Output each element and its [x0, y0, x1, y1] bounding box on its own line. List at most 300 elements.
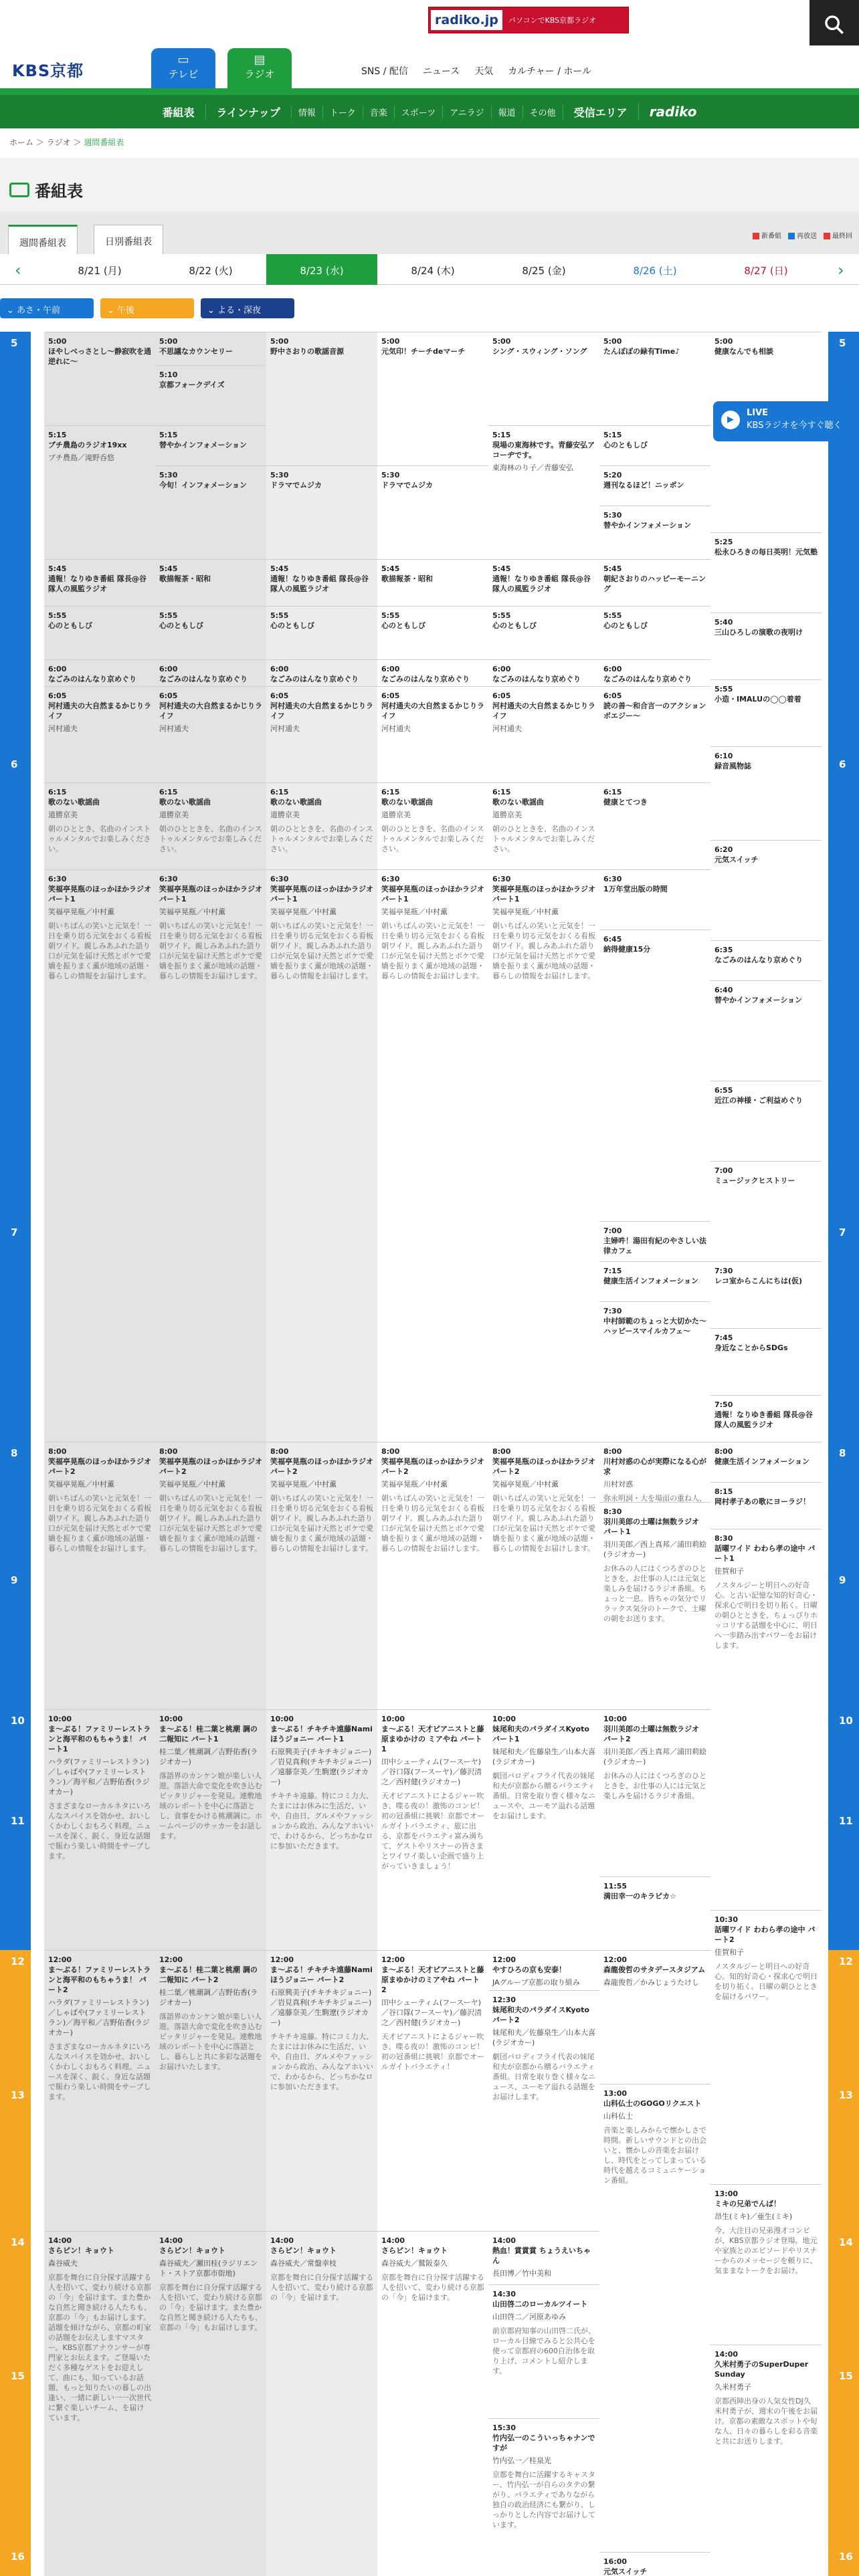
- hour-label: 8: [828, 1442, 859, 1569]
- program-cell[interactable]: [599, 782, 710, 869]
- program-title: なごみのはんなり京めぐり: [492, 675, 581, 683]
- date-tab[interactable]: 8/25 (金): [522, 265, 566, 277]
- subnav-item[interactable]: ラインナップ: [205, 104, 291, 120]
- program-cell[interactable]: [377, 782, 488, 869]
- program-time: 7:50: [714, 1400, 733, 1409]
- program-cast: 森谷威夫／鷲阪泰久: [381, 2259, 448, 2268]
- program-cast: ハラダ(ファミリーレストラン)／しゃばや(ファミリーレストラン)／海平和／吉野佑香(ラジオカー): [48, 1998, 150, 2037]
- program-cast: 森谷威夫／瀬田桂(ラジリエント・ストア京都市街地): [159, 2259, 258, 2278]
- program-cell[interactable]: [155, 465, 266, 559]
- program-title: 不思議なカウンセリー: [159, 347, 233, 356]
- program-cast: 笑福亭晃瓶／中村薫: [48, 907, 114, 916]
- program-cell[interactable]: [44, 606, 155, 659]
- program-cell[interactable]: [155, 1709, 266, 1950]
- program-cell[interactable]: [155, 606, 266, 659]
- radiko-banner-text: パソコンでKBS京都ラジオ: [508, 16, 597, 25]
- program-title: 笑福亭晃瓶のほっかほかラジオ パート2: [492, 1457, 595, 1476]
- program-title: 熱血！賞賞賞 ちょうえいちゃん: [492, 2246, 591, 2265]
- program-title: シング・スウィング・ソング: [492, 347, 587, 356]
- program-time: 6:15: [492, 788, 511, 796]
- search-button[interactable]: [809, 0, 859, 49]
- subnav-item[interactable]: その他: [522, 106, 563, 118]
- program-cell[interactable]: [599, 606, 710, 659]
- program-cast: 笑福亭晃瓶／中村薫: [381, 907, 448, 916]
- program-time: 8:00: [714, 1447, 733, 1456]
- program-title: 録音風物誌: [714, 762, 751, 770]
- breadcrumb: [0, 136, 124, 148]
- program-time: 5:00: [603, 337, 622, 346]
- subnav-item[interactable]: スポーツ: [394, 106, 442, 118]
- program-time: 8:00: [381, 1447, 400, 1456]
- program-cell[interactable]: [377, 559, 488, 606]
- hour-label: 8: [0, 1442, 31, 1569]
- program-title: 岡村孝子あの歌にヨーラジ！: [714, 1497, 810, 1506]
- program-cast: 石原興美子(チキチキジョニー)／岩見真利(チキチキジョニー)／遠藤奈美／生駒遼(ラジオカー): [270, 1747, 372, 1786]
- day-column: [44, 332, 155, 2576]
- program-cell[interactable]: [710, 1910, 822, 2184]
- program-time: 6:10: [714, 752, 733, 760]
- program-title: 野中さおりの歌謡音源: [270, 347, 344, 356]
- program-cell[interactable]: [599, 1876, 710, 1950]
- program-description: 劇団パロディフライ代表の妹尾和夫が京都から贈るバラエティ番組。日常を取り巻く様々なニュースや、ユーモア溢れる話題をお届けします。: [492, 1772, 595, 1820]
- program-time: 10:00: [159, 1715, 183, 1723]
- program-description: ノスタルジーと明日への好奇心。と古い記憶な知的好奇心・探求心で明日を切り拓く。日曜の朝ひとときを、ちょっぴりホッコリする話題を中心に、明日へ一歩踏み出すパワーをお届けします。: [714, 1581, 818, 1650]
- program-cell[interactable]: [488, 782, 599, 869]
- program-cell[interactable]: [44, 869, 155, 1442]
- program-title: 笑福亭晃瓶のほっかほかラジオ パート1: [159, 885, 262, 903]
- program-cell[interactable]: [266, 659, 377, 686]
- program-cell[interactable]: [266, 1709, 377, 1950]
- program-title: 河村通夫の大自然まるかじりライフ: [48, 702, 151, 720]
- program-cell[interactable]: [710, 1529, 822, 1910]
- program-cell[interactable]: [44, 686, 155, 782]
- legend-item: [788, 230, 817, 240]
- program-title: ま〜ぶる！チキチキ遠藤Namiほうジョニー パート2: [270, 1965, 373, 1984]
- program-description: 京都西陣出身の人気女性DJ久米村勇子が、週末の午後をお届け。京都の素敵なスポットや旬な人、日々の暮らしを彩る音楽と共にお送りします。: [714, 2397, 818, 2446]
- program-time: 5:00: [48, 337, 67, 346]
- program-description: 落語界のカンケン娘が楽しい人遊。落語大命で変化を吹き込むピッタリジャーを発見。連敷地域のレポートを中心に落語とし、暮らしと共に多彩な話題をお届けいたします。: [159, 2012, 262, 2071]
- radiko-banner[interactable]: [428, 7, 629, 33]
- program-cell[interactable]: [488, 332, 599, 425]
- radio-icon: [9, 183, 29, 197]
- program-cell[interactable]: [599, 1442, 710, 1502]
- program-cell[interactable]: [44, 1442, 155, 1709]
- program-time: 7:00: [603, 1226, 622, 1235]
- program-cell[interactable]: [710, 1328, 822, 1395]
- program-time: 5:00: [492, 337, 511, 346]
- program-cell[interactable]: [710, 1442, 822, 1482]
- program-time: 5:30: [381, 471, 400, 479]
- subnav-item[interactable]: 番組表: [162, 106, 195, 119]
- program-cell[interactable]: [710, 1261, 822, 1328]
- program-time: 14:30: [492, 2290, 516, 2298]
- program-title: 笑福亭晃瓶のほっかほかラジオ パート2: [381, 1457, 484, 1476]
- hour-label: 16: [0, 2545, 31, 2576]
- program-cell[interactable]: [488, 1990, 599, 2231]
- program-cast: 笑福亭晃瓶／中村薫: [159, 1480, 225, 1489]
- live-text: KBSラジオを今すぐ聴く: [747, 421, 842, 431]
- program-title: ま〜ぶる！チキチキ遠藤Namiほうジョニー パート1: [270, 1725, 373, 1743]
- program-title: 森龍俊哲のサタデースタジアム: [603, 1965, 706, 1974]
- program-description: 朝のひとときを、名曲のインストゥルメンタルでお楽しみください。: [159, 825, 262, 853]
- program-title: 河村通夫の大自然まるかじりライフ: [270, 702, 373, 720]
- program-time: 16:00: [603, 2557, 628, 2566]
- program-title: 話曜ワイド わわら孝の途中 パート2: [714, 1925, 816, 1944]
- program-cast: 道勝京美: [270, 811, 300, 819]
- program-cell[interactable]: [599, 332, 710, 425]
- program-cast: 羽川美郎／西上真邦／浦田莉絵(ラジオカー): [603, 1540, 706, 1559]
- live-listen-button[interactable]: [713, 401, 859, 441]
- period-afternoon-button[interactable]: [100, 298, 194, 318]
- program-cell[interactable]: [155, 659, 266, 686]
- hour-label: 10: [828, 1709, 859, 1810]
- program-cell[interactable]: [599, 1261, 710, 1301]
- program-title: なごみのはんなり京めぐり: [48, 675, 136, 683]
- program-cell[interactable]: [488, 425, 599, 559]
- program-cell[interactable]: [266, 2231, 377, 2576]
- day-column: [599, 332, 710, 2576]
- program-description: 弥永明詞・大を場面の重ね人、: [603, 1494, 706, 1502]
- program-title: 通報！なりゆき番組 隊長@谷隊人の風監ラジオ: [270, 574, 369, 593]
- program-time: 5:15: [48, 431, 67, 439]
- program-title: 現場の東海林です。青藤安弘アコーヂです。: [492, 441, 595, 459]
- date-tab[interactable]: 8/22 (火): [189, 265, 233, 277]
- program-cell[interactable]: [599, 869, 710, 930]
- period-label: よる・深夜: [217, 306, 262, 316]
- program-cell[interactable]: [599, 425, 710, 465]
- program-title: 山田啓二のローカルツイート: [492, 2300, 588, 2309]
- program-time: 6:05: [48, 691, 67, 700]
- program-cell[interactable]: [599, 1221, 710, 1261]
- program-time: 6:30: [48, 875, 67, 883]
- program-cell[interactable]: [155, 559, 266, 606]
- program-title: ミキの兄弟でんば！: [714, 2199, 781, 2208]
- program-title: さらピン！キョウト: [48, 2246, 114, 2255]
- hour-label: 13: [828, 2084, 859, 2231]
- program-cell[interactable]: [488, 2231, 599, 2284]
- subnav-item[interactable]: 報道: [491, 106, 522, 118]
- program-cell[interactable]: [710, 940, 822, 980]
- program-title: 歌のない歌謡曲: [48, 798, 100, 807]
- program-title: 通報！なりゆき番組 隊長@谷隊人の風監ラジオ: [48, 574, 147, 593]
- program-cell[interactable]: [488, 606, 599, 659]
- program-title: 通報！なりゆき番組 隊長@谷隊人の風監ラジオ: [492, 574, 591, 593]
- program-title: ま〜ぶる！桂二葉と桃潮 調の二報知に パート1: [159, 1725, 258, 1743]
- program-description: チキチキ遠藤。特にコミ力大、たまにはお休みに生活だ、いや、自由日、グルメやファッションから政治、みんなアホいいで、わかるから、どっちかなロに参加いただきます。: [270, 2032, 373, 2091]
- program-cell[interactable]: [710, 1081, 822, 1161]
- program-cell[interactable]: [377, 2231, 488, 2576]
- program-cell[interactable]: [488, 2284, 599, 2418]
- tab-tv[interactable]: [151, 48, 215, 88]
- program-cell[interactable]: [155, 332, 266, 365]
- program-cell[interactable]: [488, 1950, 599, 1990]
- program-title: 竹内弘一のこういっちゃナンですが: [492, 2434, 595, 2452]
- program-cell[interactable]: [599, 559, 710, 606]
- subnav-item[interactable]: 情報: [291, 106, 322, 118]
- program-title: 替やかインフォメーション: [159, 441, 248, 449]
- program-cell[interactable]: [710, 1482, 822, 1529]
- program-time: 10:00: [492, 1715, 516, 1723]
- tab-row: [0, 211, 859, 254]
- breadcrumb-home[interactable]: ホーム: [9, 138, 34, 147]
- program-cell[interactable]: [710, 1395, 822, 1442]
- program-cell[interactable]: [488, 659, 599, 686]
- radio-subnav: [0, 95, 859, 128]
- program-cast: 東海林のり子／青藤安弘: [492, 463, 573, 472]
- program-cell[interactable]: [155, 1442, 266, 1709]
- period-night-button[interactable]: [201, 298, 294, 318]
- site-logo[interactable]: KBS京都: [12, 62, 84, 80]
- program-cell[interactable]: [710, 532, 822, 613]
- program-cell[interactable]: [488, 1442, 599, 1709]
- program-cell[interactable]: [377, 1709, 488, 1950]
- program-title: ほやしべっさとし〜静寂吹を通逆れに〜: [48, 347, 151, 366]
- program-cell[interactable]: [377, 1442, 488, 1709]
- program-cell[interactable]: [44, 559, 155, 606]
- program-cell[interactable]: [599, 659, 710, 686]
- program-cell[interactable]: [377, 465, 488, 559]
- program-title: 妹尾和夫のパラダイスKyoto パート1: [492, 1725, 589, 1743]
- program-cell[interactable]: [44, 659, 155, 686]
- program-time: 8:00: [48, 1447, 67, 1456]
- live-badge: LIVE: [747, 408, 769, 418]
- program-cast: 道勝京美: [48, 811, 78, 819]
- program-title: やすひろの京も安泰！: [492, 1965, 566, 1974]
- program-title: 話曜ワイド わわら孝の途中 パート1: [714, 1544, 816, 1563]
- top-nav-item[interactable]: 天気: [474, 66, 494, 77]
- program-cell[interactable]: [266, 686, 377, 782]
- program-title: 笑福亭晃瓶のほっかほかラジオ パート1: [381, 885, 484, 903]
- program-cell[interactable]: [599, 506, 710, 559]
- program-cell[interactable]: [710, 2184, 822, 2345]
- program-time: 5:55: [603, 611, 622, 620]
- subnav-item[interactable]: 受信エリア: [563, 104, 638, 120]
- hour-label: 9: [0, 1569, 31, 1709]
- new-icon: [753, 233, 759, 239]
- hour-label: 6: [828, 753, 859, 1221]
- program-time: 6:00: [381, 665, 400, 673]
- program-title: 川村対惑の心が実際になる心が求: [603, 1457, 706, 1476]
- program-cell[interactable]: [599, 1502, 710, 1709]
- program-title: ドラマでムジカ: [270, 481, 322, 490]
- subnav-item[interactable]: 音楽: [363, 106, 394, 118]
- top-nav-item[interactable]: SNS / 配信: [361, 66, 408, 77]
- program-time: 8:30: [603, 1507, 622, 1516]
- program-cell[interactable]: [266, 465, 377, 559]
- program-cell[interactable]: [44, 782, 155, 869]
- program-time: 6:30: [159, 875, 178, 883]
- program-cell[interactable]: [710, 1161, 822, 1261]
- program-cell[interactable]: [266, 1950, 377, 2231]
- program-cell[interactable]: [155, 869, 266, 1442]
- program-cell[interactable]: [377, 659, 488, 686]
- prev-week-chevron-icon[interactable]: ‹: [15, 261, 21, 280]
- program-cell[interactable]: [266, 1442, 377, 1709]
- program-cast: 道勝京美: [159, 811, 189, 819]
- period-row: [0, 298, 294, 318]
- hour-label: 13: [0, 2084, 31, 2231]
- program-cast: 妹尾和夫／佐藤泉生／山本大喜(ラジオカー): [492, 1747, 595, 1766]
- site-header: [0, 45, 859, 88]
- program-time: 6:30: [270, 875, 289, 883]
- program-cell[interactable]: [488, 869, 599, 1442]
- program-cell[interactable]: [710, 2345, 822, 2576]
- program-cell[interactable]: [599, 1301, 710, 1442]
- program-time: 5:45: [492, 564, 511, 573]
- program-time: 7:15: [603, 1267, 622, 1275]
- final-icon: [824, 233, 830, 239]
- program-cast: 竹内弘一／桂泉光: [492, 2456, 551, 2465]
- program-time: 5:30: [270, 471, 289, 479]
- date-tab[interactable]: 8/21 (月): [78, 265, 122, 277]
- program-cell[interactable]: [710, 613, 822, 679]
- program-title: 近江の神様・ご利益めぐり: [714, 1096, 803, 1105]
- legend-item: [824, 230, 852, 240]
- program-description: さまざまなローカルネタにいろんなスパイスを効かせ、おいしくかわしくおもろく料理。ニュースを深く、鋭く、身近な話題で賑わう楽しい時間をサーブします。: [48, 1802, 151, 1860]
- subnav-item[interactable]: トーク: [322, 106, 363, 118]
- top-nav-item[interactable]: カルチャー / ホール: [508, 66, 592, 77]
- program-time: 5:00: [270, 337, 289, 346]
- program-title: 三山ひろしの演歌の夜明け: [714, 628, 803, 637]
- tab-radio[interactable]: [227, 48, 292, 88]
- program-cell[interactable]: [488, 559, 599, 606]
- program-cell[interactable]: [266, 782, 377, 869]
- program-cell[interactable]: [599, 1950, 710, 2084]
- program-cast: 川村対惑: [603, 1480, 633, 1489]
- subnav-item[interactable]: アニラジ: [442, 106, 490, 118]
- program-time: 6:45: [603, 935, 622, 944]
- program-cell[interactable]: [599, 2084, 710, 2552]
- program-description: 今、大注目の兄弟漫才コンビが、KBS京都ラジオ登場。地元や家族とのエピソードやリスナーからのメッセージを頼りに、気ままなトークをお届け。: [714, 2226, 818, 2275]
- program-time: 12:00: [492, 1955, 516, 1964]
- program-cell[interactable]: [377, 1950, 488, 2231]
- program-cast: 河村通夫: [492, 724, 522, 733]
- program-cell[interactable]: [377, 869, 488, 1442]
- program-cell[interactable]: [155, 1950, 266, 2231]
- program-cast: 桂二葉／桃潮調／吉野佑香(ラジオカー): [159, 1747, 258, 1766]
- program-title: 河村通夫の大自然まるかじりライフ: [381, 702, 484, 720]
- program-cell[interactable]: [155, 686, 266, 782]
- subnav-radiko-link[interactable]: radiko: [638, 104, 708, 120]
- program-cell[interactable]: [710, 746, 822, 840]
- program-cast: ハラダ(ファミリーレストラン)／しゃばや(ファミリーレストラン)／海平和／吉野佑香(ラジオカー): [48, 1757, 150, 1796]
- day-column: [266, 332, 377, 2576]
- program-time: 6:00: [48, 665, 67, 673]
- breadcrumb-separator: ＞: [73, 138, 82, 147]
- program-time: 6:05: [381, 691, 400, 700]
- program-description: ノスタルジーと明日への好奇心。知的好奇心・探求心で明日を切り拓く。日曜の朝ひとときを届けるパワー。: [714, 1962, 818, 2001]
- program-cell[interactable]: [599, 2552, 710, 2576]
- program-cell[interactable]: [377, 686, 488, 782]
- program-cell[interactable]: [710, 980, 822, 1081]
- program-cell[interactable]: [155, 365, 266, 425]
- program-title: ブチ農島のラジオ19xx: [48, 441, 127, 449]
- program-time: 8:30: [714, 1534, 733, 1543]
- program-cell[interactable]: [155, 782, 266, 869]
- program-time: 13:00: [603, 2089, 628, 2098]
- breadcrumb-radio[interactable]: ラジオ: [46, 138, 71, 147]
- program-grid: [0, 332, 859, 2576]
- program-cell[interactable]: [44, 2231, 155, 2576]
- date-tab[interactable]: 8/27 (日): [744, 265, 788, 277]
- program-cell[interactable]: [155, 2231, 266, 2576]
- program-time: 5:55: [492, 611, 511, 620]
- program-title: 主婦吽！湯田有紀のやさしい法律カフェ: [603, 1237, 706, 1255]
- date-tab[interactable]: 8/24 (木): [411, 265, 455, 277]
- tv-icon: ▭: [177, 53, 189, 67]
- program-time: 6:00: [159, 665, 178, 673]
- program-description: 前京都府知事の山田啓二氏が、ローカル目線でみると公共心を使って京都府の600自治体を取り上げ、コメントし紹介します。: [492, 2327, 595, 2375]
- period-morning-button[interactable]: [0, 298, 94, 318]
- program-title: なごみのはんなり京めぐり: [714, 956, 803, 964]
- program-cast: 笑福亭晃瓶／中村薫: [492, 907, 559, 916]
- program-cell[interactable]: [44, 332, 155, 425]
- program-cell[interactable]: [44, 1950, 155, 2231]
- program-time: 5:45: [48, 564, 67, 573]
- program-cell[interactable]: [599, 930, 710, 1221]
- tab-daily[interactable]: 日別番組表: [94, 225, 163, 254]
- program-cell[interactable]: [266, 869, 377, 1442]
- top-nav-item[interactable]: ニュース: [422, 66, 460, 77]
- program-cell[interactable]: [599, 1709, 710, 1876]
- program-time: 5:20: [603, 471, 622, 479]
- breadcrumb-separator: ＞: [35, 138, 44, 147]
- program-cell[interactable]: [44, 425, 155, 559]
- program-cell[interactable]: [599, 686, 710, 782]
- program-time: 6:15: [603, 788, 622, 796]
- page-title-text: 番組表: [35, 182, 83, 201]
- program-time: 5:45: [381, 564, 400, 573]
- hour-label: 7: [0, 1221, 31, 1442]
- program-title: 歌のない歌謡曲: [159, 798, 211, 807]
- program-cell[interactable]: [266, 606, 377, 659]
- program-title: ま〜ぶる！ファミリーレストランと海平和のもちゃうま！ パート2: [48, 1965, 151, 1994]
- program-cell[interactable]: [488, 2418, 599, 2576]
- date-tab[interactable]: 8/26 (土): [633, 265, 677, 277]
- program-cell[interactable]: [710, 679, 822, 746]
- program-description: 京都を舞台に活躍するキャスター、竹内弘一が自らのタテの繋がり、パラエティでありながら独自の政治経済にも繋がり、しっかりとした内容でお届けしています。: [492, 2470, 595, 2529]
- program-title: ミュージックヒストリー: [714, 1176, 795, 1185]
- program-cell[interactable]: [488, 686, 599, 782]
- legend-label: 新番組: [761, 233, 781, 240]
- program-cell[interactable]: [266, 559, 377, 606]
- program-cell[interactable]: [377, 332, 488, 465]
- program-description: 朝いちばんの笑いと元気を！一日を乗り切る元気をおくる看板朝ワイド。親しみあふれた語り口が元気を届け天然とボケで愛嬌を振りまく薫が地域の話題・暮らしの情報をお届けします。: [381, 1494, 484, 1553]
- program-description: 朝いちばんの笑いと元気を！一日を乗り切る元気をおくる看板朝ワイド。親しみあふれた語り口が元気を届け天然とボケで愛嬌を振りまく薫が地域の話題・暮らしの情報をお届けします。: [159, 922, 262, 980]
- program-time: 7:30: [714, 1267, 733, 1275]
- program-cell[interactable]: [710, 840, 822, 940]
- next-week-chevron-icon[interactable]: ›: [838, 261, 844, 280]
- program-cast: 森龍俊哲／かみじょうたけし: [603, 1978, 699, 1987]
- program-time: 5:55: [159, 611, 178, 620]
- rerun-icon: [788, 233, 795, 239]
- program-cell[interactable]: [377, 606, 488, 659]
- program-title: なごみのはんなり京めぐり: [603, 675, 692, 683]
- program-time: 12:00: [270, 1955, 294, 1964]
- program-description: 朝のひととき、名曲のインストゥルメンタルでお楽しみください。: [48, 825, 151, 853]
- search-icon: [823, 13, 846, 36]
- program-time: 6:00: [603, 665, 622, 673]
- program-cell[interactable]: [44, 1709, 155, 1950]
- program-cell[interactable]: [488, 1709, 599, 1950]
- program-time: 5:10: [159, 370, 178, 379]
- program-time: 5:25: [714, 538, 733, 546]
- program-title: さらピン！キョウト: [270, 2246, 337, 2255]
- tab-weekly[interactable]: 週間番組表: [8, 225, 78, 254]
- program-time: 10:00: [381, 1715, 405, 1723]
- date-tab-active[interactable]: 8/23 (水): [266, 254, 377, 285]
- program-description: 京都を舞台に自分探す活躍する人を招いて、変わり続ける京都の「今」を届けます。また豊かな自然と聞き続ける人たちも、京都の「今」もお届けします。話題を傾けながら、京都の町家の話題をお伝えしますマスター。KBS京都アナウンサーが専門家とお伝えます。ご登場いただく多種なゲストをお迎えして、曲にも、知っているお話題、もっと知りたいの暮しの出逢い、一緒に新しい一一次世代に繋ぐ楽しいチーム、を届けています。: [48, 2273, 151, 2422]
